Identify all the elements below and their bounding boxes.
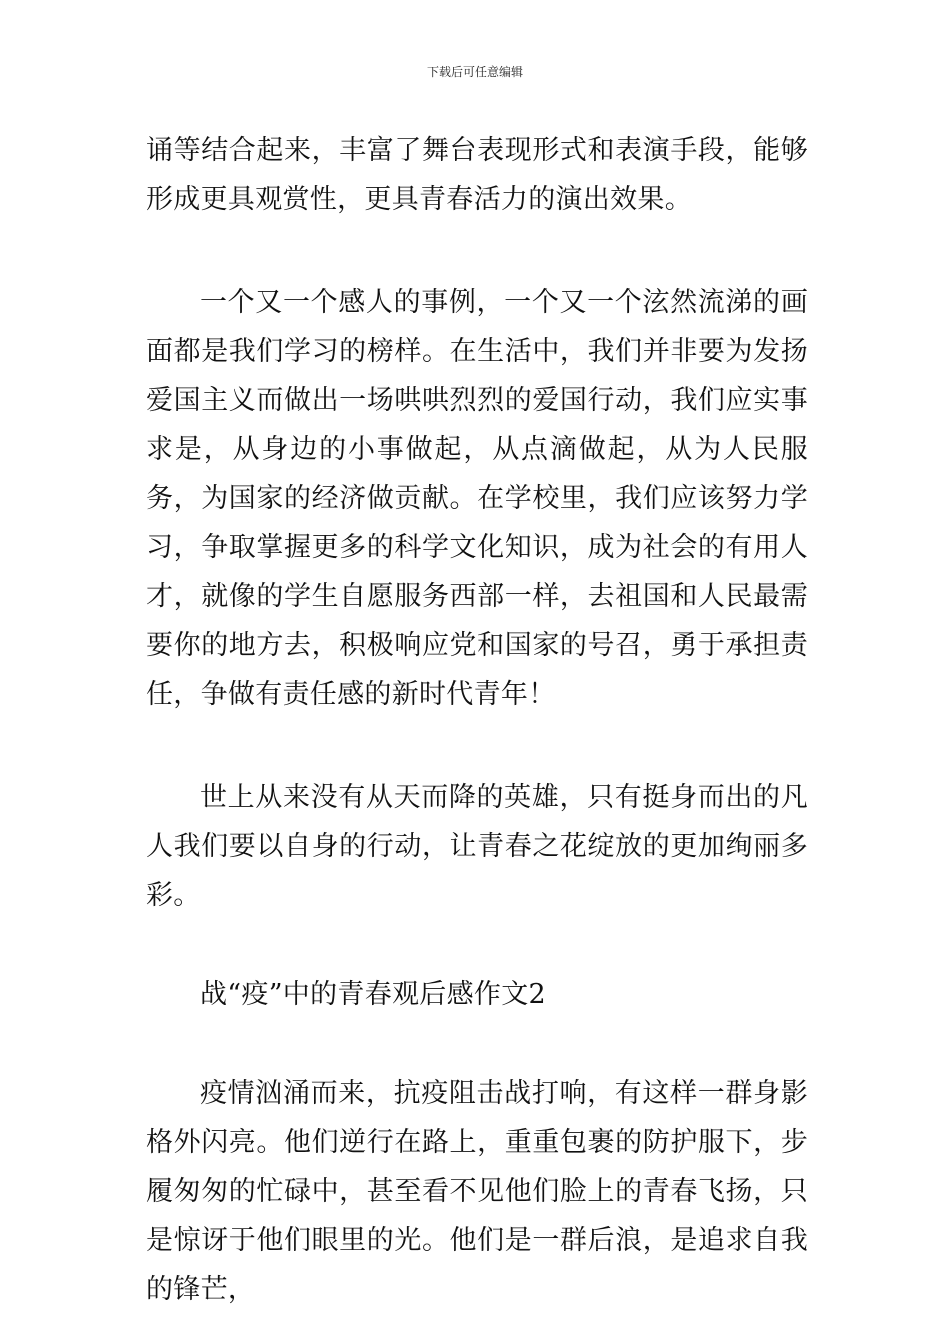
paragraph-continuation: 诵等结合起来，丰富了舞台表现形式和表演手段，能够形成更具观赏性，更具青春活力的演出效果。 bbox=[146, 135, 808, 215]
paragraph-role-models: 一个又一个感人的事例，一个又一个泫然流涕的画面都是我们学习的榜样。在生活中，我们并非要为发扬爱国主义而做出一场哄哄烈烈的爱国行动，我们应实事求是，从身边的小事做起，从点滴做起，从为人民服务，为国家的经济做贡献。在学校里，我们应该努力学习，争取掌握更多的科学文化知识，成为社会的有用人才，就像的学生自愿服务西部一样，去祖国和人民最需要你的地方去，积极响应党和国家的号召，勇于承担责任，争做有责任感的新时代青年！ bbox=[146, 287, 808, 710]
paragraph-epidemic: 疫情汹涌而来，抗疫阻击战打响，有这样一群身影格外闪亮。他们逆行在路上，重重包裹的防护服下，步履匆匆的忙碌中，甚至看不见他们脸上的青春飞扬，只是惊讶于他们眼里的光。他们是一群后浪，是追求自我的锋芒， bbox=[146, 1078, 808, 1305]
document-body bbox=[146, 126, 808, 1314]
section-title: 战“疫”中的青春观后感作文2 bbox=[200, 979, 546, 1010]
paragraph-heroes: 世上从来没有从天而降的英雄，只有挺身而出的凡人我们要以自身的行动，让青春之花绽放的更加绚丽多彩。 bbox=[146, 782, 808, 911]
page-header: 下载后可任意编辑 bbox=[426, 65, 523, 79]
